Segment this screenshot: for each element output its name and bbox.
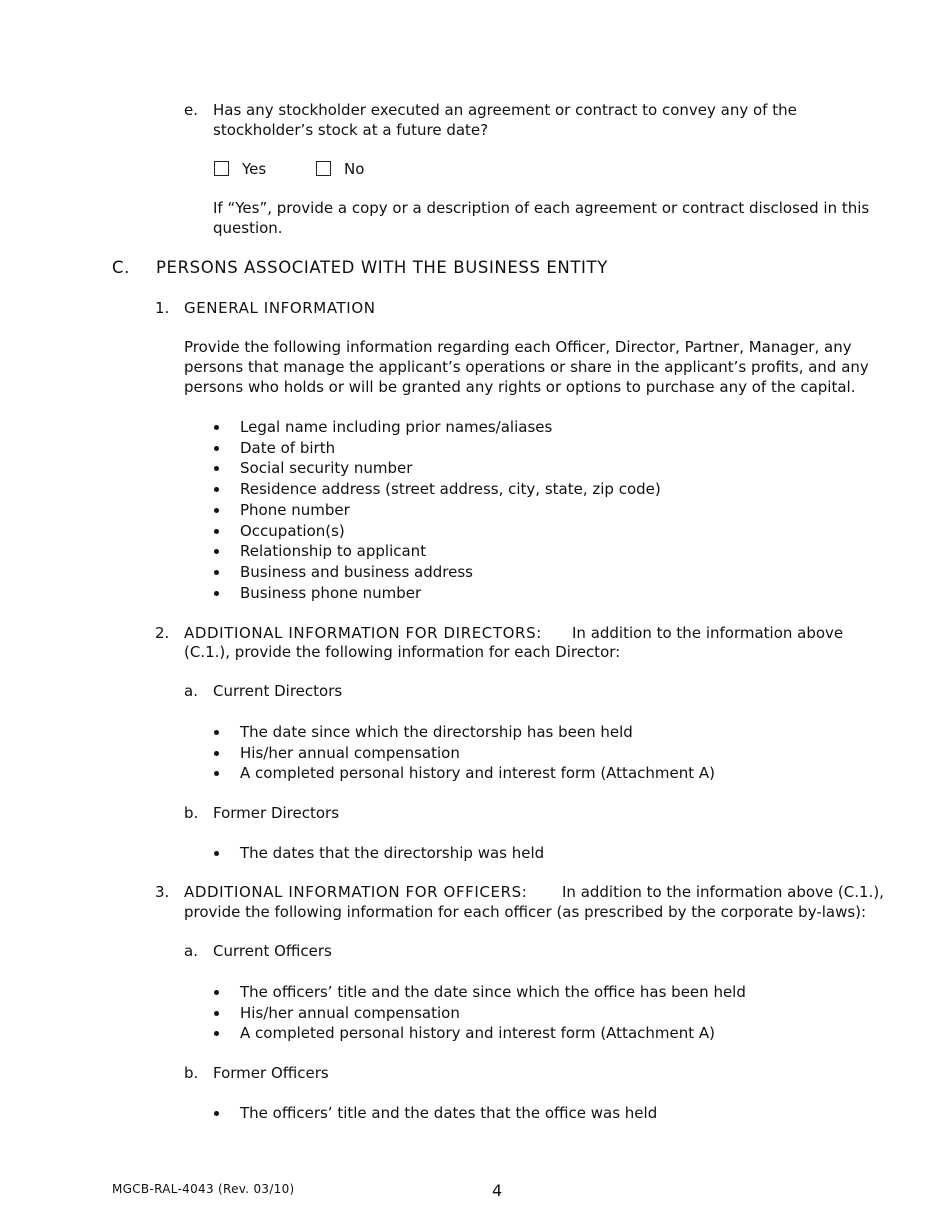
general-info-paragraph: Provide the following information regarding each Officer, Director, Partner, Manager, any persons that manage the applicant’s operations or share in the applicant’s profits, and any persons who holds or will be granted any rights or options to purchase any of the capital.: [184, 338, 869, 396]
current-officers-list: [240, 982, 746, 1044]
list-item: Residence address (street address, city, state, zip code): [240, 479, 661, 500]
item-e-label: e.: [184, 101, 198, 119]
general-info-heading: GENERAL INFORMATION: [184, 299, 376, 317]
list-item: A completed personal history and interest form (Attachment A): [240, 1023, 746, 1044]
list-item: Relationship to applicant: [240, 541, 661, 562]
list-item: The dates that the directorship was held: [240, 843, 544, 864]
item-e-question-line1: Has any stockholder executed an agreement or contract to convey any of the: [213, 101, 797, 119]
bullet-icon: [214, 751, 219, 756]
no-checkbox[interactable]: [316, 161, 331, 176]
list-item: The date since which the directorship has been held: [240, 722, 715, 743]
officers-intro-line2: provide the following information for each officer (as prescribed by the corporate by-laws):: [184, 903, 867, 921]
officers-intro-line1: In addition to the information above (C.1.),: [562, 883, 884, 901]
no-label: No: [344, 160, 365, 178]
bullet-icon: [214, 1031, 219, 1036]
bullet-icon: [214, 990, 219, 995]
directors-number: 2.: [155, 624, 170, 642]
list-item: Date of birth: [240, 438, 661, 459]
bullet-icon: [214, 591, 219, 596]
form-code: MGCB-RAL-4043 (Rev. 03/10): [112, 1182, 295, 1196]
officers-number: 3.: [155, 883, 170, 901]
list-item: Social security number: [240, 458, 661, 479]
list-item: Business phone number: [240, 583, 661, 604]
general-info-list: [240, 417, 661, 603]
list-item: A completed personal history and interest form (Attachment A): [240, 763, 715, 784]
current-officers-title: Current Officers: [213, 942, 332, 960]
former-directors-title: Former Directors: [213, 804, 340, 822]
item-e-question-line2: stockholder’s stock at a future date?: [213, 121, 489, 139]
list-item: His/her annual compensation: [240, 1003, 746, 1024]
bullet-icon: [214, 771, 219, 776]
former-directors-label: b.: [184, 804, 199, 822]
former-officers-title: Former Officers: [213, 1064, 329, 1082]
list-item: Occupation(s): [240, 521, 661, 542]
bullet-icon: [214, 1011, 219, 1016]
bullet-icon: [214, 487, 219, 492]
list-item: Business and business address: [240, 562, 661, 583]
bullet-icon: [214, 466, 219, 471]
former-directors-list: [240, 843, 544, 864]
former-officers-label: b.: [184, 1064, 199, 1082]
general-info-number: 1.: [155, 299, 170, 317]
item-e-note: If “Yes”, provide a copy or a description of each agreement or contract disclosed in this question.: [213, 199, 870, 237]
officers-heading: ADDITIONAL INFORMATION FOR OFFICERS:: [184, 883, 528, 901]
yes-checkbox[interactable]: [214, 161, 229, 176]
bullet-icon: [214, 508, 219, 513]
bullet-icon: [214, 730, 219, 735]
bullet-icon: [214, 425, 219, 430]
bullet-icon: [214, 446, 219, 451]
bullet-icon: [214, 1111, 219, 1116]
section-c-title: PERSONS ASSOCIATED WITH THE BUSINESS ENTITY: [156, 258, 608, 277]
former-officers-list: [240, 1103, 657, 1124]
bullet-icon: [214, 570, 219, 575]
page-number: 4: [492, 1181, 503, 1200]
directors-intro-line2: (C.1.), provide the following information for each Director:: [184, 643, 621, 661]
list-item: The officers’ title and the date since which the office has been held: [240, 982, 746, 1003]
list-item: Phone number: [240, 500, 661, 521]
list-item: The officers’ title and the dates that the office was held: [240, 1103, 657, 1124]
section-c-letter: C.: [112, 258, 130, 277]
current-directors-list: [240, 722, 715, 784]
bullet-icon: [214, 851, 219, 856]
yes-label: Yes: [242, 160, 267, 178]
current-directors-label: a.: [184, 682, 198, 700]
current-officers-label: a.: [184, 942, 198, 960]
directors-heading: ADDITIONAL INFORMATION FOR DIRECTORS:: [184, 624, 542, 642]
directors-intro-line1: In addition to the information above: [572, 624, 844, 642]
list-item: His/her annual compensation: [240, 743, 715, 764]
current-directors-title: Current Directors: [213, 682, 343, 700]
list-item: Legal name including prior names/aliases: [240, 417, 661, 438]
bullet-icon: [214, 549, 219, 554]
bullet-icon: [214, 529, 219, 534]
